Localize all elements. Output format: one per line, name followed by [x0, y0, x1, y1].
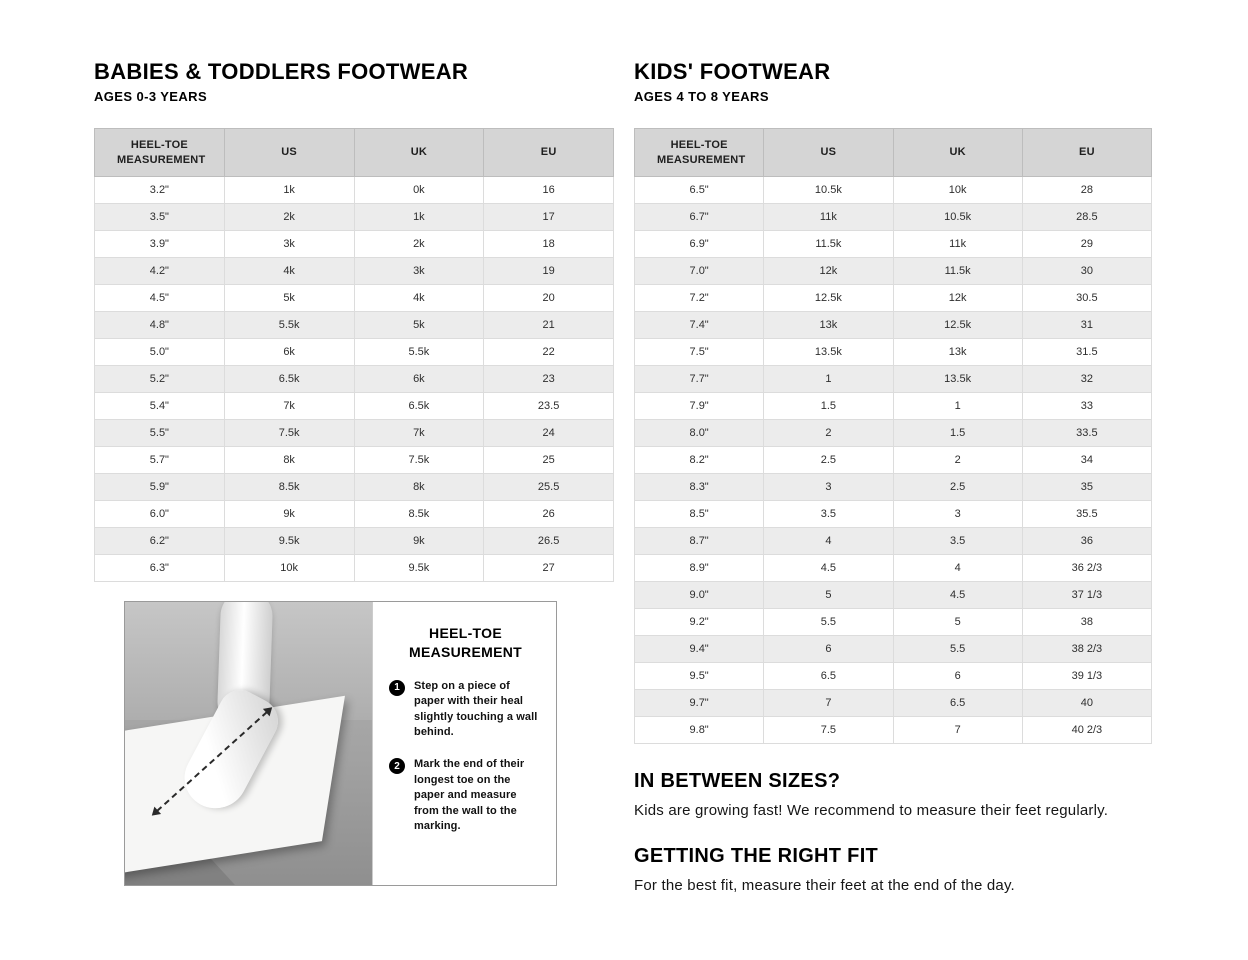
table-cell: 8.5k [224, 474, 354, 501]
table-cell: 11k [893, 231, 1022, 258]
table-cell: 7.0" [635, 258, 764, 285]
table-cell: 1.5 [764, 393, 893, 420]
table-cell: 7.5k [224, 420, 354, 447]
table-cell: 7.4" [635, 312, 764, 339]
table-cell: 6.5 [893, 690, 1022, 717]
table-cell: 8.7" [635, 528, 764, 555]
table-row [635, 717, 1152, 744]
table-cell: 10.5k [764, 177, 893, 204]
table-cell: 9.4" [635, 636, 764, 663]
table-cell: 16 [484, 177, 614, 204]
table-row [635, 501, 1152, 528]
table-cell: 1 [893, 393, 1022, 420]
table-cell: 3.2" [95, 177, 225, 204]
table-row [635, 636, 1152, 663]
table-cell: 4 [764, 528, 893, 555]
table-cell: 9.2" [635, 609, 764, 636]
table-row [635, 366, 1152, 393]
table-row [635, 258, 1152, 285]
table-cell: 5.5k [224, 312, 354, 339]
table-row [95, 393, 614, 420]
table-row [95, 501, 614, 528]
in-between-sizes-heading: IN BETWEEN SIZES? [634, 770, 841, 792]
babies-section-title: BABIES & TODDLERS FOOTWEAR [94, 59, 469, 84]
table-cell: 30.5 [1022, 285, 1151, 312]
table-cell: 4 [893, 555, 1022, 582]
table-row [635, 312, 1152, 339]
table-cell: 5.4" [95, 393, 225, 420]
table-row [635, 582, 1152, 609]
table-row [635, 177, 1152, 204]
babies-toddlers-section [94, 60, 614, 582]
table-cell: 9.8" [635, 717, 764, 744]
table-cell: 3.9" [95, 231, 225, 258]
table-cell: 5.2" [95, 366, 225, 393]
table-row [635, 339, 1152, 366]
table-cell: 11.5k [893, 258, 1022, 285]
table-cell: 13k [893, 339, 1022, 366]
table-cell: 33.5 [1022, 420, 1151, 447]
table-cell: 3 [764, 474, 893, 501]
table-row [635, 474, 1152, 501]
table-cell: 9.7" [635, 690, 764, 717]
table-cell: 8.3" [635, 474, 764, 501]
table-cell: 6k [224, 339, 354, 366]
table-cell: 31.5 [1022, 339, 1151, 366]
table-cell: 12k [764, 258, 893, 285]
table-cell: 10k [893, 177, 1022, 204]
table-row [635, 555, 1152, 582]
table-cell: 5 [893, 609, 1022, 636]
table-cell: 5k [224, 285, 354, 312]
table-cell: 17 [484, 204, 614, 231]
table-cell: 5 [764, 582, 893, 609]
table-cell: 5.5k [354, 339, 484, 366]
table-cell: 6.5k [354, 393, 484, 420]
table-cell: 3 [893, 501, 1022, 528]
table-cell: 38 2/3 [1022, 636, 1151, 663]
table-cell: 4k [224, 258, 354, 285]
table-cell: 20 [484, 285, 614, 312]
table-cell: 33 [1022, 393, 1151, 420]
table-row [635, 420, 1152, 447]
table-cell: 30 [1022, 258, 1151, 285]
table-cell: 32 [1022, 366, 1151, 393]
table-cell: 26 [484, 501, 614, 528]
table-row [635, 231, 1152, 258]
table-cell: 6 [764, 636, 893, 663]
table-cell: 8k [354, 474, 484, 501]
table-cell: 6 [893, 663, 1022, 690]
table-cell: 24 [484, 420, 614, 447]
table-cell: 2.5 [893, 474, 1022, 501]
table-cell: 26.5 [484, 528, 614, 555]
table-cell: 6.9" [635, 231, 764, 258]
column-header: EU [1022, 129, 1151, 177]
table-cell: 13k [764, 312, 893, 339]
column-header: US [224, 129, 354, 177]
table-cell: 5.7" [95, 447, 225, 474]
table-cell: 23 [484, 366, 614, 393]
table-cell: 2k [354, 231, 484, 258]
table-cell: 38 [1022, 609, 1151, 636]
column-header: EU [484, 129, 614, 177]
table-cell: 5.0" [95, 339, 225, 366]
table-cell: 9.0" [635, 582, 764, 609]
table-cell: 1k [224, 177, 354, 204]
table-cell: 13.5k [764, 339, 893, 366]
babies-section-subtitle: AGES 0-3 YEARS [94, 89, 208, 104]
table-cell: 5.5" [95, 420, 225, 447]
table-cell: 3k [354, 258, 484, 285]
table-cell: 9k [354, 528, 484, 555]
table-cell: 7.5 [764, 717, 893, 744]
table-cell: 11k [764, 204, 893, 231]
table-cell: 1 [764, 366, 893, 393]
table-cell: 19 [484, 258, 614, 285]
table-cell: 12.5k [764, 285, 893, 312]
table-cell: 13.5k [893, 366, 1022, 393]
table-cell: 27 [484, 555, 614, 582]
table-cell: 10k [224, 555, 354, 582]
table-cell: 6.5k [224, 366, 354, 393]
table-cell: 8.5k [354, 501, 484, 528]
table-cell: 4.5 [764, 555, 893, 582]
in-between-sizes-text: Kids are growing fast! We recommend to measure their feet regularly. [634, 802, 1109, 819]
measurement-step-2 [389, 757, 542, 834]
table-cell: 1k [354, 204, 484, 231]
table-row [635, 690, 1152, 717]
table-cell: 5k [354, 312, 484, 339]
table-cell: 3.5 [893, 528, 1022, 555]
table-cell: 10.5k [893, 204, 1022, 231]
table-cell: 18 [484, 231, 614, 258]
table-cell: 12.5k [893, 312, 1022, 339]
table-row [635, 663, 1152, 690]
table-cell: 6.7" [635, 204, 764, 231]
table-cell: 7.9" [635, 393, 764, 420]
table-cell: 2k [224, 204, 354, 231]
table-cell: 28 [1022, 177, 1151, 204]
table-cell: 11.5k [764, 231, 893, 258]
table-cell: 35.5 [1022, 501, 1151, 528]
column-header: UK [893, 129, 1022, 177]
table-row [95, 528, 614, 555]
table-cell: 4.5" [95, 285, 225, 312]
kids-section-subtitle: AGES 4 TO 8 YEARS [634, 89, 769, 104]
table-cell: 6.3" [95, 555, 225, 582]
table-cell: 8.9" [635, 555, 764, 582]
table-cell: 6.0" [95, 501, 225, 528]
table-row [635, 609, 1152, 636]
table-cell: 7 [764, 690, 893, 717]
table-cell: 2 [764, 420, 893, 447]
kids-section-title: KIDS' FOOTWEAR [634, 59, 831, 84]
table-cell: 37 1/3 [1022, 582, 1151, 609]
step-1-number-badge: 1 [389, 680, 405, 696]
table-cell: 8k [224, 447, 354, 474]
column-header: HEEL-TOE MEASUREMENT [95, 129, 225, 177]
table-cell: 7k [224, 393, 354, 420]
table-cell: 22 [484, 339, 614, 366]
table-cell: 23.5 [484, 393, 614, 420]
table-row [95, 312, 614, 339]
table-cell: 21 [484, 312, 614, 339]
table-cell: 35 [1022, 474, 1151, 501]
table-row [95, 258, 614, 285]
table-row [95, 231, 614, 258]
step-2-number-badge: 2 [389, 758, 405, 774]
measurement-instructions [373, 602, 556, 885]
table-row [635, 447, 1152, 474]
table-cell: 29 [1022, 231, 1151, 258]
table-cell: 40 [1022, 690, 1151, 717]
table-row [95, 285, 614, 312]
table-cell: 36 2/3 [1022, 555, 1151, 582]
table-cell: 1.5 [893, 420, 1022, 447]
table-cell: 25 [484, 447, 614, 474]
table-cell: 34 [1022, 447, 1151, 474]
measurement-box-title: HEEL-TOE MEASUREMENT [409, 625, 522, 660]
table-cell: 40 2/3 [1022, 717, 1151, 744]
table-cell: 7.7" [635, 366, 764, 393]
table-cell: 6.5 [764, 663, 893, 690]
table-cell: 2 [893, 447, 1022, 474]
getting-right-fit-text: For the best fit, measure their feet at the end of the day. [634, 877, 1015, 894]
table-row [95, 339, 614, 366]
table-cell: 7k [354, 420, 484, 447]
table-row [635, 528, 1152, 555]
table-cell: 25.5 [484, 474, 614, 501]
table-cell: 0k [354, 177, 484, 204]
heel-toe-measurement-box [124, 601, 557, 886]
table-cell: 8.0" [635, 420, 764, 447]
measurement-step-1 [389, 679, 542, 741]
table-row [95, 420, 614, 447]
column-header: HEEL-TOE MEASUREMENT [635, 129, 764, 177]
table-row [95, 447, 614, 474]
table-cell: 5.5 [893, 636, 1022, 663]
table-cell: 6.5" [635, 177, 764, 204]
table-row [635, 204, 1152, 231]
table-row [95, 177, 614, 204]
table-row [635, 285, 1152, 312]
header-row [95, 129, 614, 177]
table-cell: 31 [1022, 312, 1151, 339]
table-cell: 3.5" [95, 204, 225, 231]
kids-size-table [634, 128, 1152, 744]
table-cell: 5.5 [764, 609, 893, 636]
table-cell: 6k [354, 366, 484, 393]
step-1-text: Step on a piece of paper with their heal slightly touching a wall behind. [414, 679, 538, 738]
kids-section [634, 60, 1174, 894]
table-cell: 12k [893, 285, 1022, 312]
table-cell: 36 [1022, 528, 1151, 555]
table-cell: 4k [354, 285, 484, 312]
table-row [95, 204, 614, 231]
table-cell: 4.8" [95, 312, 225, 339]
getting-right-fit-heading: GETTING THE RIGHT FIT [634, 845, 879, 867]
table-cell: 7.5k [354, 447, 484, 474]
table-cell: 8.5" [635, 501, 764, 528]
table-cell: 3.5 [764, 501, 893, 528]
table-cell: 7.2" [635, 285, 764, 312]
table-cell: 4.5 [893, 582, 1022, 609]
table-cell: 28.5 [1022, 204, 1151, 231]
column-header: UK [354, 129, 484, 177]
table-cell: 6.2" [95, 528, 225, 555]
table-cell: 9.5k [224, 528, 354, 555]
table-row [635, 393, 1152, 420]
table-cell: 8.2" [635, 447, 764, 474]
table-cell: 9.5k [354, 555, 484, 582]
babies-size-table [94, 128, 614, 582]
table-cell: 39 1/3 [1022, 663, 1151, 690]
table-cell: 4.2" [95, 258, 225, 285]
table-cell: 3k [224, 231, 354, 258]
table-cell: 2.5 [764, 447, 893, 474]
column-header: US [764, 129, 893, 177]
table-row [95, 366, 614, 393]
table-row [95, 474, 614, 501]
step-2-text: Mark the end of their longest toe on the paper and measure from the wall to the marking. [414, 758, 525, 832]
table-cell: 7.5" [635, 339, 764, 366]
table-cell: 7 [893, 717, 1022, 744]
table-row [95, 555, 614, 582]
table-cell: 9k [224, 501, 354, 528]
table-cell: 9.5" [635, 663, 764, 690]
foot-measurement-photo [125, 602, 373, 885]
header-row [635, 129, 1152, 177]
table-cell: 5.9" [95, 474, 225, 501]
